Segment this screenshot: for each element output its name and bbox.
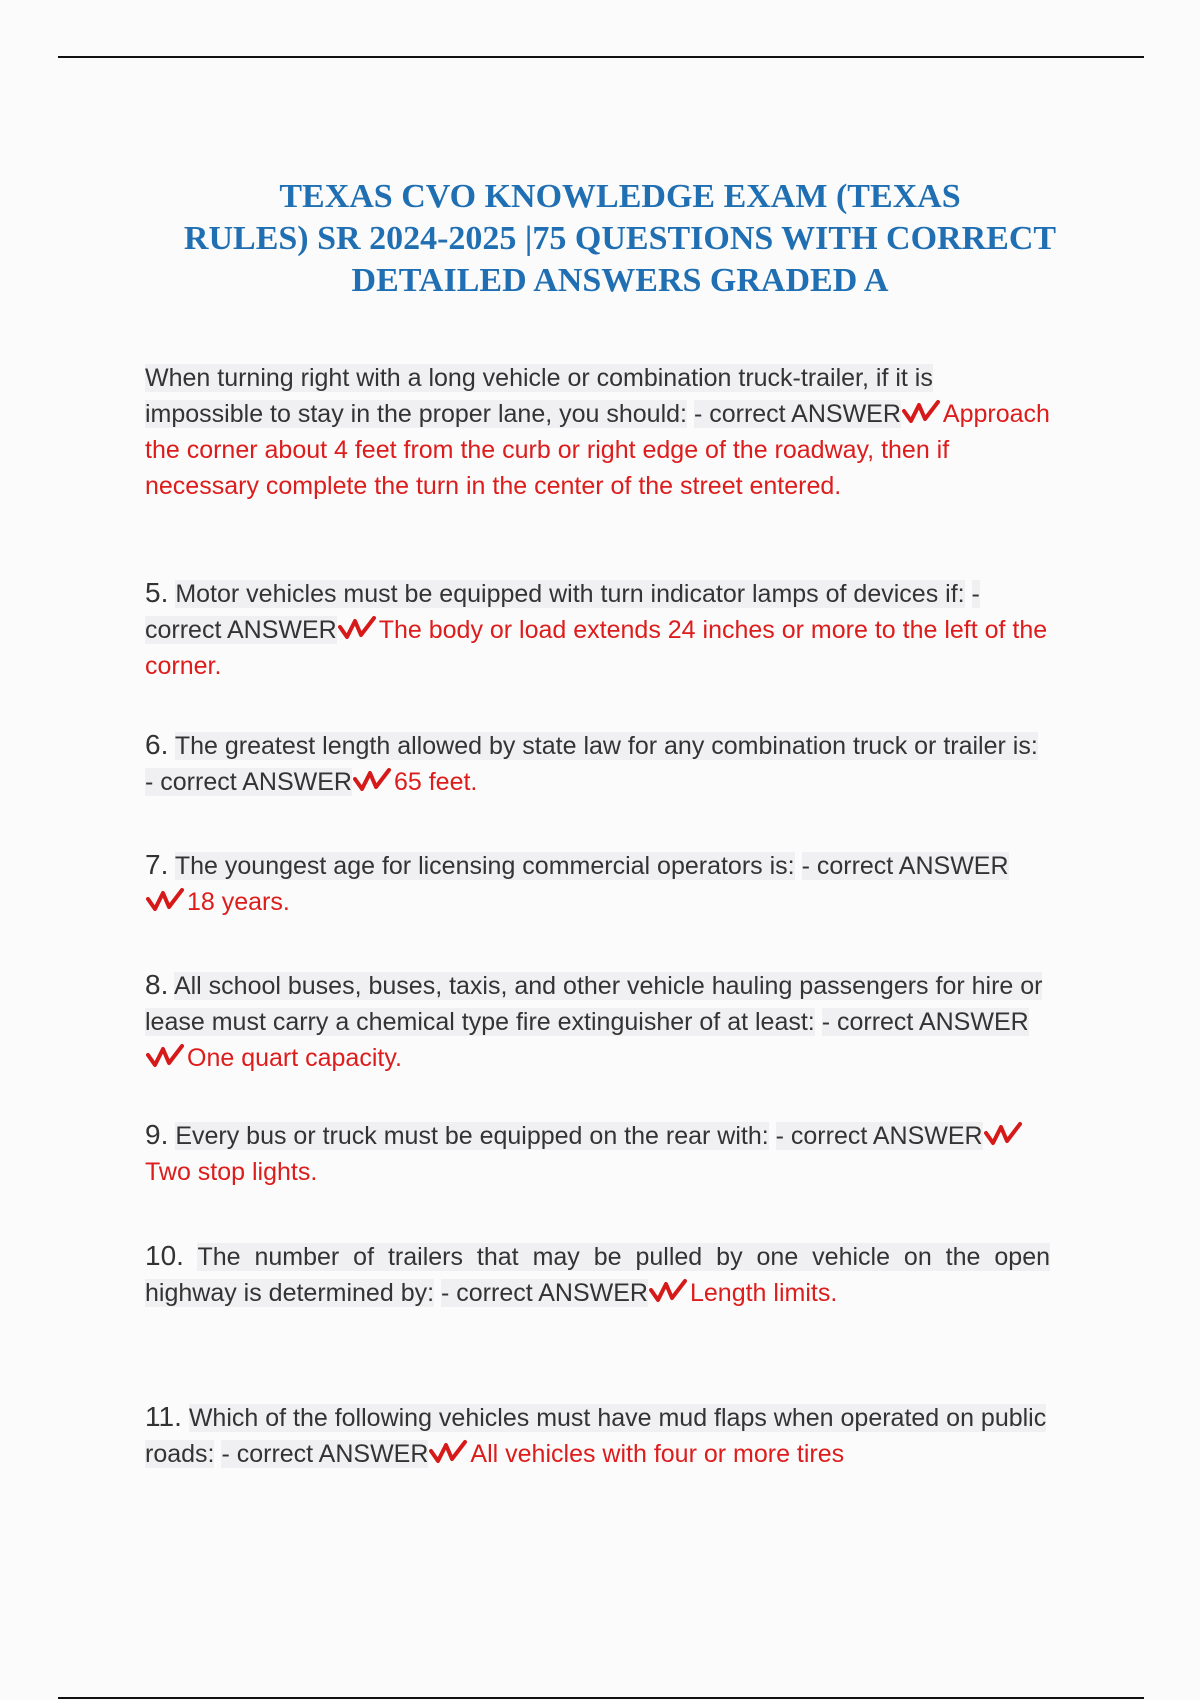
question-text: All school buses, buses, taxis, and other vehicle hauling passengers for hire or lease must carry a chemical type fire extinguisher of at least: — [145, 972, 1043, 1036]
question-text: Which of the following vehicles must have mud flaps when operated on public roads: — [145, 1404, 1047, 1468]
question-text: The greatest length allowed by state law for any combination truck or trailer is: — [174, 732, 1038, 760]
answer-prefix: - correct ANSWER — [441, 1279, 648, 1307]
question-block-7 — [145, 847, 1050, 920]
answer-prefix: - correct ANSWER — [821, 1008, 1029, 1036]
question-block-9 — [145, 1117, 1050, 1190]
top-rule — [58, 56, 1144, 58]
answer-prefix: - correct ANSWER — [801, 852, 1009, 880]
question-number: 6. — [145, 729, 169, 760]
question-number: 5. — [145, 577, 169, 608]
check-icon — [902, 399, 942, 425]
check-icon — [984, 1121, 1024, 1147]
answer-text: 65 feet. — [393, 768, 478, 796]
question-number: 10. — [145, 1240, 184, 1271]
question-text: Every bus or truck must be equipped on the rear with: — [175, 1122, 769, 1150]
answer-text: Two stop lights. — [145, 1158, 318, 1186]
question-text: Motor vehicles must be equipped with turn indicator lamps of devices if: — [175, 580, 965, 608]
question-number: 7. — [145, 849, 169, 880]
check-icon — [338, 615, 378, 641]
check-icon — [353, 767, 393, 793]
question-block-5 — [145, 575, 1050, 684]
answer-text: 18 years. — [187, 888, 290, 916]
title-line-2: RULES) SR 2024-2025 |75 QUESTIONS WITH CORRECT — [183, 220, 1057, 257]
bottom-rule — [58, 1697, 1144, 1699]
question-block-8 — [145, 967, 1050, 1076]
question-number: 8. — [145, 969, 169, 1000]
title-line-3: DETAILED ANSWERS GRADED A — [351, 262, 889, 299]
question-number: 11. — [145, 1401, 182, 1432]
check-icon — [429, 1439, 469, 1465]
answer-text: The body or load extends 24 inches or more to the left of the corner. — [145, 616, 1048, 680]
answer-text: Length limits. — [689, 1279, 838, 1307]
answer-prefix: - correct ANSWER — [693, 400, 901, 428]
check-icon — [146, 1043, 186, 1069]
question-text: The number of trailers that may be pulled by one vehicle on the open highway is determined by: — [145, 1243, 1050, 1307]
question-block-6 — [145, 727, 1050, 800]
answer-prefix: - correct ANSWER — [775, 1122, 983, 1150]
question-block-turning — [145, 360, 1050, 504]
answer-text: Approach the corner about 4 feet from the curb or right edge of the roadway, then if necessary complete the turn in the center of the street entered. — [145, 400, 1050, 500]
title-line-1: TEXAS CVO KNOWLEDGE EXAM (TEXAS — [279, 178, 961, 215]
question-text: When turning right with a long vehicle or combination truck-trailer, if it is impossible to stay in the proper lane, you should: — [145, 364, 933, 428]
document-title — [130, 176, 1110, 302]
check-icon — [649, 1278, 689, 1304]
answer-prefix: - correct ANSWER — [145, 580, 980, 644]
question-block-10 — [145, 1238, 1050, 1311]
answer-text: All vehicles with four or more tires — [470, 1440, 845, 1468]
question-text: The youngest age for licensing commercial operators is: — [174, 852, 795, 880]
question-number: 9. — [145, 1119, 169, 1150]
answer-prefix: - correct ANSWER — [221, 1440, 429, 1468]
question-block-11 — [145, 1399, 1050, 1472]
answer-prefix: - correct ANSWER — [145, 768, 352, 796]
answer-text: One quart capacity. — [187, 1044, 402, 1072]
check-icon — [146, 887, 186, 913]
